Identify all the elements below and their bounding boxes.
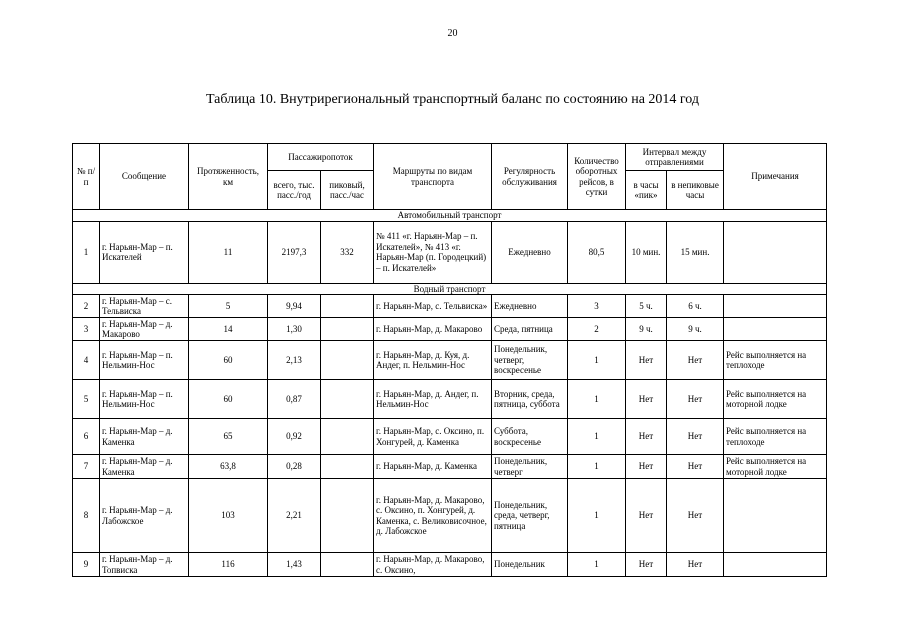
row-num: 6 [73,419,100,455]
header-route: Сообщение [100,144,189,210]
row-trips: 1 [568,455,626,479]
row-flow-peak [321,380,374,419]
section-water: Водный транспорт [73,283,827,295]
row-note [724,479,827,553]
row-interval-peak: Нет [626,419,667,455]
row-flow-total: 9,94 [268,295,321,318]
row-regularity: Понедельник [492,553,568,577]
row-flow-total: 0,92 [268,419,321,455]
section-auto: Автомобильный транспорт [73,210,827,222]
row-regularity: Среда, пятница [492,318,568,341]
row-regularity: Понедельник, среда, четверг, пятница [492,479,568,553]
row-routes: г. Нарьян-Мар, д. Макарово, с. Оксино, [374,553,492,577]
row-route: г. Нарьян-Мар – д. Каменка [100,455,189,479]
header-length: Протяженность, км [189,144,268,210]
row-interval-peak: 5 ч. [626,295,667,318]
row-num: 8 [73,479,100,553]
row-interval-offpeak: Нет [667,380,724,419]
row-trips: 1 [568,380,626,419]
row-regularity: Понедельник, четверг [492,455,568,479]
row-flow-peak [321,553,374,577]
header-num: № п/п [73,144,100,210]
row-routes: г. Нарьян-Мар, д. Андег, п. Нельмин-Нос [374,380,492,419]
row-note: Рейс выполняется на теплоходе [724,419,827,455]
row-interval-offpeak: Нет [667,553,724,577]
table-row [73,553,827,577]
row-note [724,221,827,283]
row-routes: № 411 «г. Нарьян-Мар – п. Искателей», № 413 «г. Нарьян-Мар (п. Городецкий) – п. Искателей» [374,221,492,283]
row-note: Рейс выполняется на моторной лодке [724,455,827,479]
header-interval-offpeak: в непиковые часы [667,171,724,210]
row-flow-total: 2197,3 [268,221,321,283]
row-interval-peak: Нет [626,553,667,577]
table-row [73,419,827,455]
row-interval-offpeak: Нет [667,479,724,553]
row-trips: 3 [568,295,626,318]
row-length: 11 [189,221,268,283]
header-interval: Интервал между отправлениями [626,144,724,171]
row-route: г. Нарьян-Мар – п. Искателей [100,221,189,283]
row-routes: г. Нарьян-Мар, д. Куя, д. Андег, п. Нельмин-Нос [374,341,492,380]
row-route: г. Нарьян-Мар – д. Лабожское [100,479,189,553]
table-row [73,479,827,553]
row-trips: 1 [568,479,626,553]
row-trips: 1 [568,553,626,577]
row-flow-peak [321,318,374,341]
row-flow-peak [321,419,374,455]
row-trips: 2 [568,318,626,341]
row-regularity: Суббота, воскресенье [492,419,568,455]
row-num: 4 [73,341,100,380]
row-flow-total: 2,21 [268,479,321,553]
row-length: 116 [189,553,268,577]
table-title: Таблица 10. Внутрирегиональный транспортный баланс по состоянию на 2014 год [205,92,700,107]
row-route: г. Нарьян-Мар – д. Макарово [100,318,189,341]
row-flow-total: 0,28 [268,455,321,479]
row-trips: 1 [568,419,626,455]
row-routes: г. Нарьян-Мар, д. Каменка [374,455,492,479]
header-flow-peak: пиковый, пасс./час [321,171,374,210]
header-routes-by-type: Маршруты по видам транспорта [374,144,492,210]
row-interval-peak: Нет [626,341,667,380]
row-interval-peak: Нет [626,455,667,479]
row-interval-offpeak: Нет [667,455,724,479]
row-routes: г. Нарьян-Мар, д. Макарово, с. Оксино, п. Хонгурей, д. Каменка, с. Великовисочное, д. Лабожское [374,479,492,553]
row-num: 5 [73,380,100,419]
row-flow-peak: 332 [321,221,374,283]
table-row [73,318,827,341]
header-interval-peak: в часы «пик» [626,171,667,210]
row-length: 60 [189,380,268,419]
row-num: 1 [73,221,100,283]
row-length: 103 [189,479,268,553]
row-length: 63,8 [189,455,268,479]
row-interval-offpeak: 9 ч. [667,318,724,341]
row-length: 60 [189,341,268,380]
row-route: г. Нарьян-Мар – п. Нельмин-Нос [100,341,189,380]
row-routes: г. Нарьян-Мар, с. Тельвиска» [374,295,492,318]
row-interval-offpeak: Нет [667,419,724,455]
row-note: Рейс выполняется на моторной лодке [724,380,827,419]
row-interval-peak: 9 ч. [626,318,667,341]
row-flow-peak [321,341,374,380]
row-interval-offpeak: Нет [667,341,724,380]
table-row [73,341,827,380]
row-flow-peak [321,455,374,479]
row-length: 65 [189,419,268,455]
table-row [73,221,827,283]
page-number: 20 [447,28,458,39]
transport-balance-table [72,143,827,577]
row-route: г. Нарьян-Мар – д. Каменка [100,419,189,455]
table-row [73,295,827,318]
row-regularity: Ежедневно [492,295,568,318]
row-flow-total: 1,30 [268,318,321,341]
row-flow-total: 1,43 [268,553,321,577]
row-num: 7 [73,455,100,479]
row-regularity: Понедельник, четверг, воскресенье [492,341,568,380]
header-trips: Количество оборотных рейсов, в сутки [568,144,626,210]
row-flow-peak [321,295,374,318]
table-row [73,455,827,479]
row-flow-total: 0,87 [268,380,321,419]
row-trips: 80,5 [568,221,626,283]
row-interval-offpeak: 15 мин. [667,221,724,283]
row-note [724,553,827,577]
row-route: г. Нарьян-Мар – д. Топвиска [100,553,189,577]
row-route: г. Нарьян-Мар – с. Тельвиска [100,295,189,318]
row-note [724,295,827,318]
row-note [724,318,827,341]
row-trips: 1 [568,341,626,380]
table-row [73,380,827,419]
row-regularity: Вторник, среда, пятница, суббота [492,380,568,419]
row-num: 3 [73,318,100,341]
row-interval-offpeak: 6 ч. [667,295,724,318]
row-num: 2 [73,295,100,318]
row-length: 5 [189,295,268,318]
row-interval-peak: Нет [626,479,667,553]
row-interval-peak: 10 мин. [626,221,667,283]
row-route: г. Нарьян-Мар – п. Нельмин-Нос [100,380,189,419]
header-regularity: Регулярность обслуживания [492,144,568,210]
header-flow-total: всего, тыс. пасс./год [268,171,321,210]
row-note: Рейс выполняется на теплоходе [724,341,827,380]
row-routes: г. Нарьян-Мар, д. Макарово [374,318,492,341]
header-passenger-flow: Пассажиропоток [268,144,374,171]
row-flow-total: 2,13 [268,341,321,380]
row-interval-peak: Нет [626,380,667,419]
header-notes: Примечания [724,144,827,210]
row-length: 14 [189,318,268,341]
row-routes: г. Нарьян-Мар, с. Оксино, п. Хонгурей, д. Каменка [374,419,492,455]
row-flow-peak [321,479,374,553]
row-regularity: Ежедневно [492,221,568,283]
row-num: 9 [73,553,100,577]
